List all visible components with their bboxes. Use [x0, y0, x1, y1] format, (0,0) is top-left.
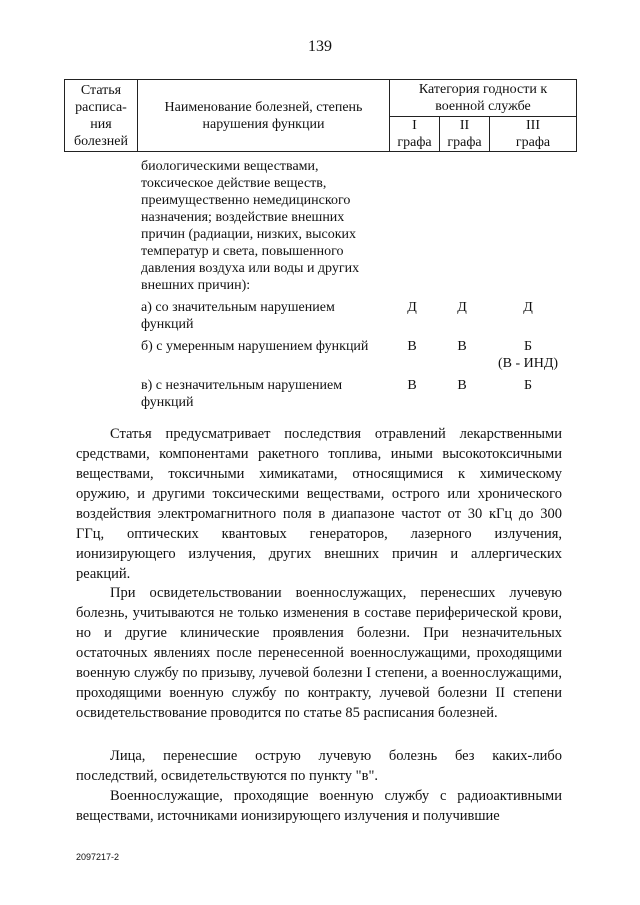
row-graph-3-extra: (В - ИНД) — [497, 356, 559, 371]
row-graph-1: В — [407, 378, 417, 393]
row-graph-3-value: Б — [523, 339, 533, 354]
table-header — [64, 79, 577, 152]
article-column-header: Статья расписа-ния болезней — [65, 80, 138, 152]
paragraph: При освидетельствовании военнослужащих, перенесших лучевую болезнь, учитываются не только изменения в составе периферической крови, но и другие клинические проявления болезни. При незначительных остаточных явлениях после перенесенной военнослужащими, проходящими военную службу по призыву, лучевой болезни I степени, а военнослужащими, проходящими военную службу по контракту, лучевой болезни II степени освидетельствование проводится по статье 85 расписания болезней. — [76, 585, 562, 721]
row-graph-2: В — [457, 378, 467, 393]
disease-column-header: Наименование болезней, степень нарушения функции — [138, 80, 390, 152]
row-label: в) с незначительным нарушением функций — [141, 378, 343, 410]
paragraph: Лица, перенесшие острую лучевую болезнь без каких-либо последствий, освидетельствуются по пункту "в". — [76, 748, 562, 784]
row-graph-3 — [488, 338, 568, 372]
graph-3-header: III графа — [490, 117, 577, 152]
row-graph-3: Д — [523, 300, 533, 315]
graph-2-header: II графа — [440, 117, 490, 152]
intro-text: биологическими веществами, токсическое действие веществ, преимущественно немедицинского назначения; воздействие внешних причин (радиации, низких, высоких температур и света, повышенного давления воздуха или воды и других внешних причин): — [141, 159, 360, 293]
paragraph: Статья предусматривает последствия отравлений лекарственными средствами, компонентами ракетного топлива, иными высокотоксичными веществами, токсичными химикатами, относящимися к химическому оружию, и другими токсическими веществами, острого или хронического воздействия электромагнитного поля в диапазоне частот от 30 кГц до 300 ГГц, оптических квантовых генераторов, лазерного излучения, ионизирующего излучения, других внешних причин и аллергических реакций. — [76, 426, 562, 582]
footer-code: 2097217-2 — [76, 852, 120, 862]
category-header: Категория годности к военной службе — [390, 80, 577, 117]
row-graph-1: Д — [407, 300, 417, 315]
row-graph-1: В — [407, 339, 417, 354]
page-number: 139 — [308, 38, 332, 55]
row-graph-2: В — [457, 339, 467, 354]
row-graph-3: Б — [523, 378, 533, 393]
row-label: б) с умеренным нарушением функций — [141, 339, 369, 354]
row-graph-2: Д — [457, 300, 467, 315]
paragraph: Военнослужащие, проходящие военную службу с радиоактивными веществами, источниками ионизирующего излучения и получившие — [76, 788, 562, 824]
row-label: а) со значительным нарушением функций — [141, 300, 335, 332]
graph-1-header: I графа — [390, 117, 440, 152]
